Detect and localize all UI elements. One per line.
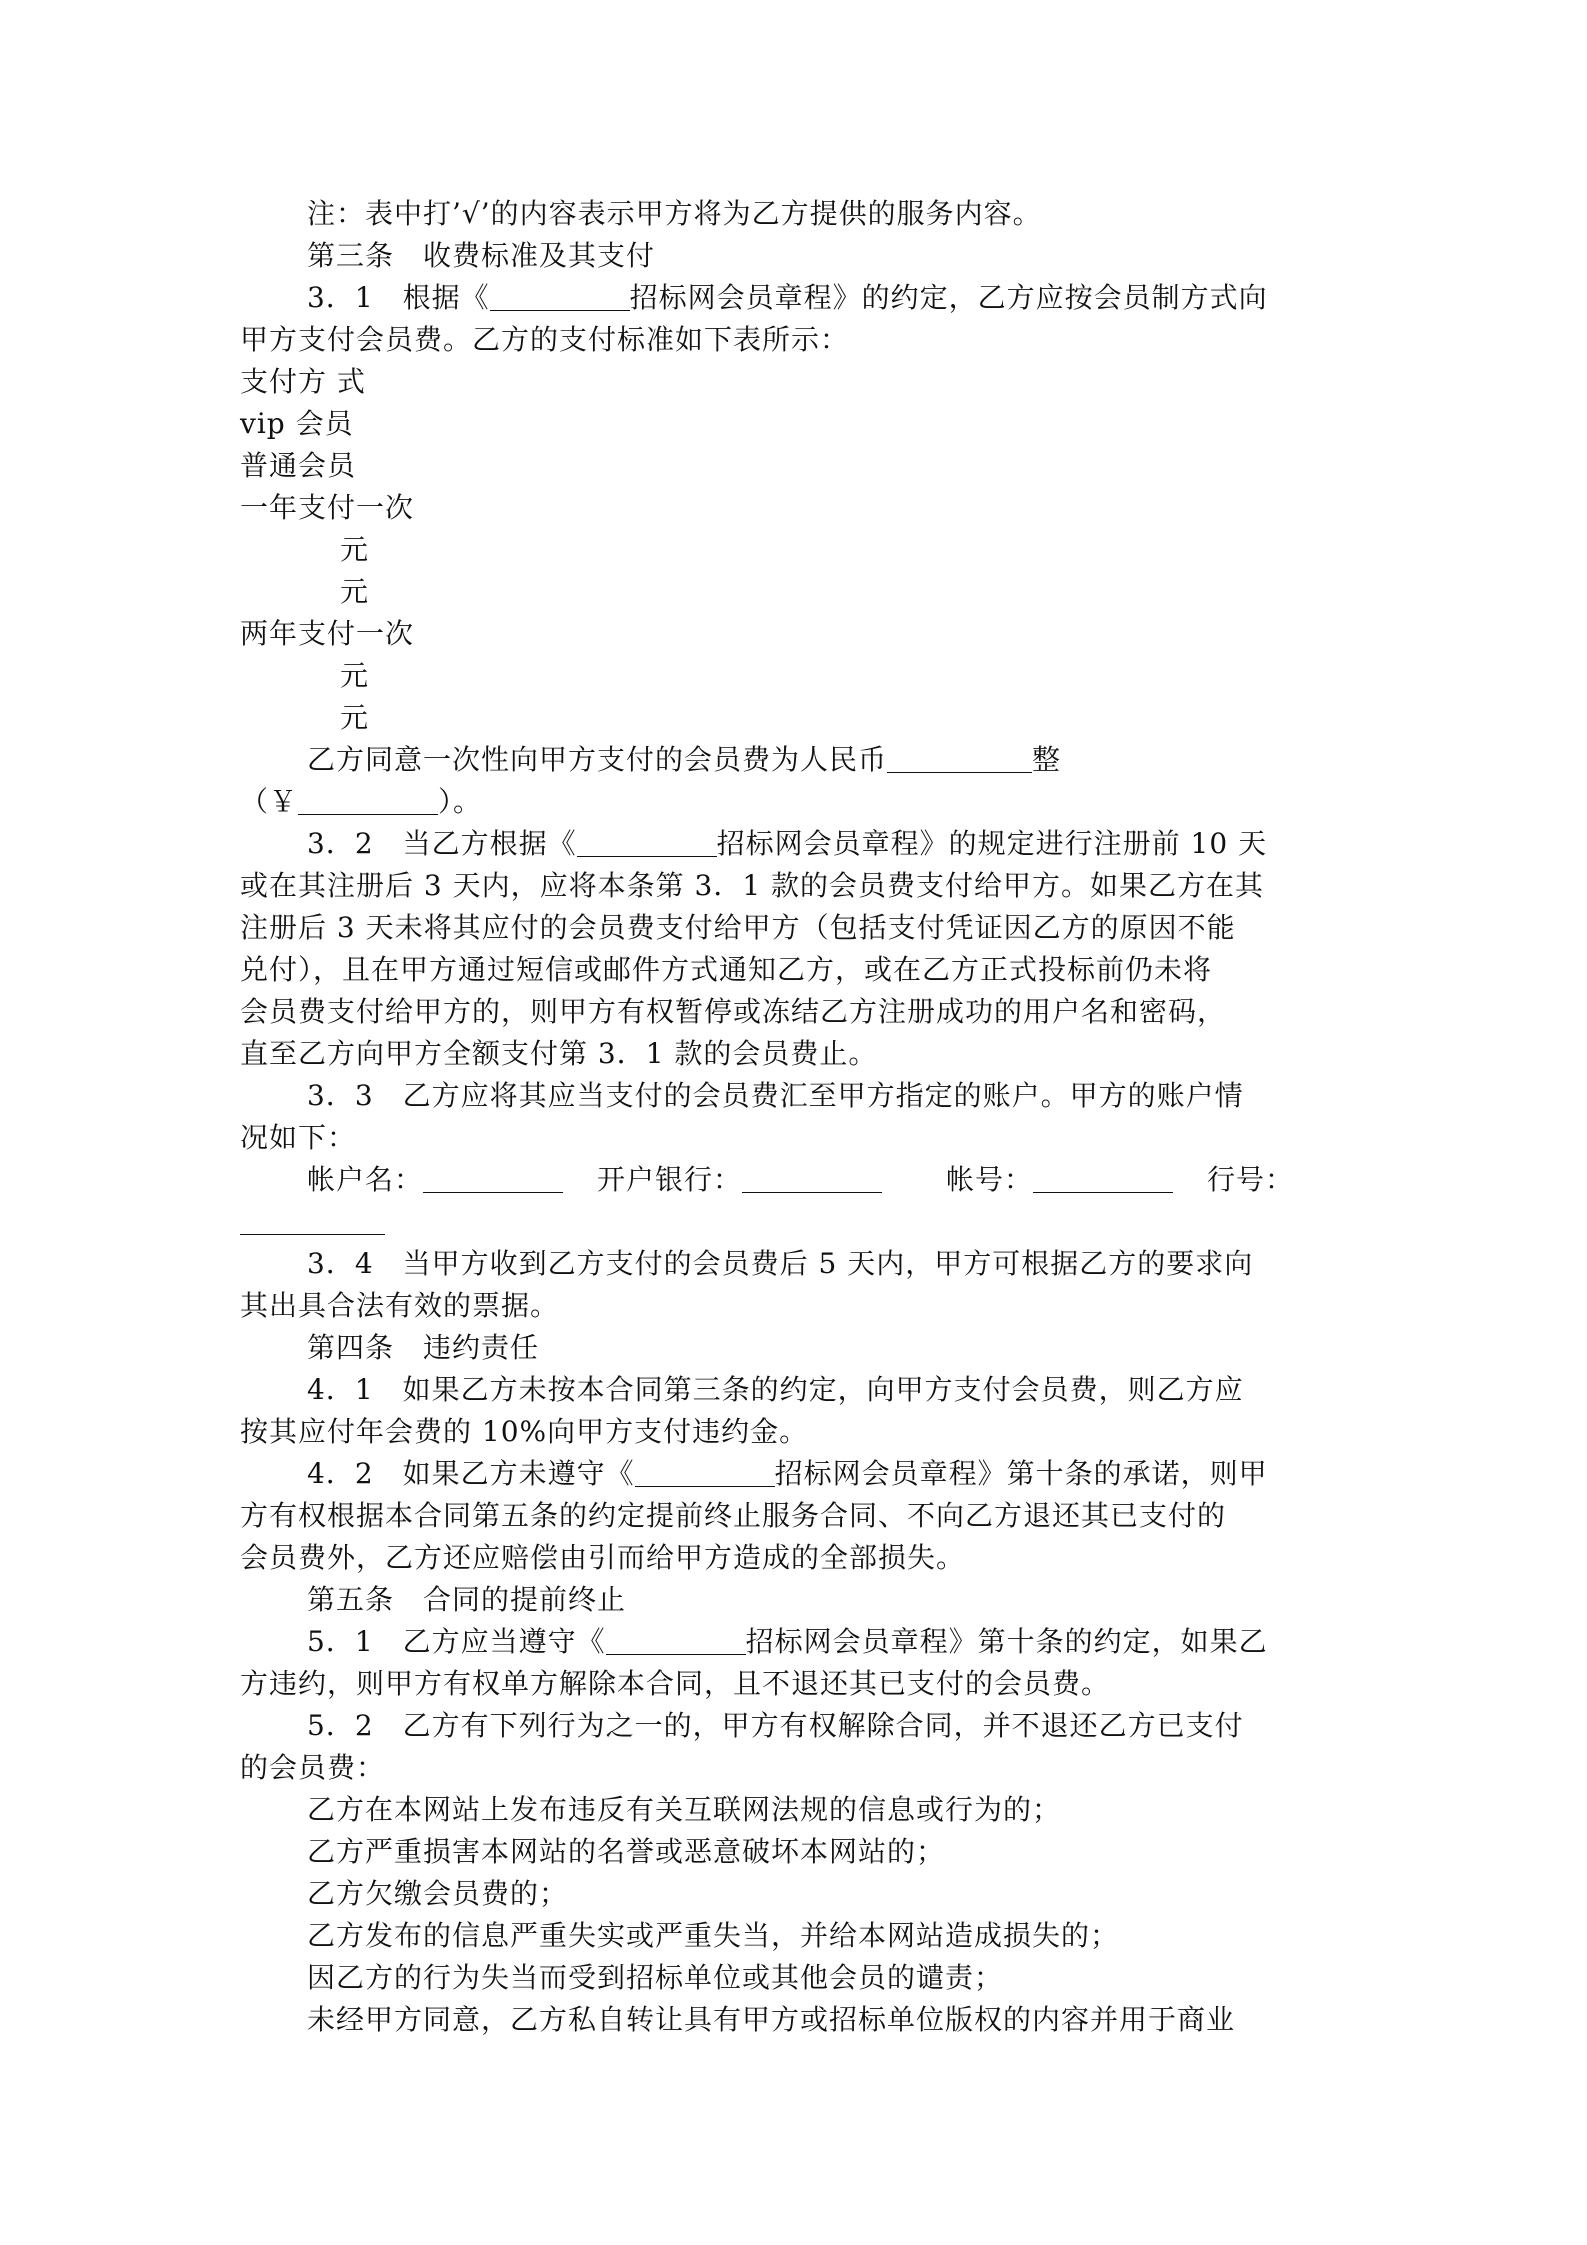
clause-5-2-line-1: 5．2 乙方有下列行为之一的，甲方有权解除合同，并不退还乙方已支付 bbox=[307, 1709, 1244, 1742]
table-yuan: 元 bbox=[340, 533, 370, 566]
list-item: 乙方发布的信息严重失实或严重失当，并给本网站造成损失的； bbox=[307, 1919, 1120, 1952]
table-vip: vip 会员 bbox=[240, 407, 354, 440]
blank-field bbox=[635, 1458, 775, 1487]
clause-3-3-line-2: 况如下： bbox=[240, 1121, 357, 1154]
clause-3-3-line-1: 3．3 乙方应将其应当支付的会员费汇至甲方指定的账户。甲方的账户情 bbox=[307, 1079, 1244, 1112]
clause-3-2-suffix: 招标网会员章程》的规定进行注册前 10 天 bbox=[716, 827, 1268, 860]
article-3-title: 第三条 收费标准及其支付 bbox=[307, 239, 656, 272]
clause-3-1-suffix: 招标网会员章程》的约定，乙方应按会员制方式向 bbox=[629, 281, 1268, 314]
list-item: 未经甲方同意，乙方私自转让具有甲方或招标单位版权的内容并用于商业 bbox=[307, 2003, 1236, 2036]
blank-field bbox=[742, 1164, 882, 1193]
blank-field bbox=[298, 786, 438, 815]
table-normal: 普通会员 bbox=[240, 449, 357, 482]
clause-5-1-line-2: 方违约，则甲方有权单方解除本合同，且不退还其已支付的会员费。 bbox=[240, 1667, 1111, 1700]
clause-4-2-line-1 bbox=[307, 1453, 1268, 1495]
account-line bbox=[307, 1159, 1294, 1201]
clause-4-2-suffix: 招标网会员章程》第十条的承诺，则甲 bbox=[774, 1457, 1268, 1490]
clause-5-1-line-1 bbox=[307, 1621, 1268, 1663]
table-one-year: 一年支付一次 bbox=[240, 491, 415, 524]
clause-5-1-suffix: 招标网会员章程》第十条的约定，如果乙 bbox=[745, 1625, 1268, 1658]
clause-3-2-line-5: 会员费支付给甲方的，则甲方有权暂停或冻结乙方注册成功的用户名和密码， bbox=[240, 995, 1227, 1028]
table-yuan: 元 bbox=[340, 701, 370, 734]
clause-4-1-line-2: 按其应付年会费的 10%向甲方支付违约金。 bbox=[240, 1415, 809, 1448]
list-item: 乙方严重损害本网站的名誉或恶意破坏本网站的； bbox=[307, 1835, 946, 1868]
clause-4-2-line-2: 方有权根据本合同第五条的约定提前终止服务合同、不向乙方退还其已支付的 bbox=[240, 1499, 1227, 1532]
clause-3-2-line-1 bbox=[307, 823, 1267, 865]
account-name-label: 帐户名： bbox=[307, 1163, 424, 1196]
article-5-title: 第五条 合同的提前终止 bbox=[307, 1583, 627, 1616]
article-4-title: 第四条 违约责任 bbox=[307, 1331, 540, 1364]
blank-field bbox=[1033, 1164, 1173, 1193]
account-code-label: 行号： bbox=[1207, 1163, 1295, 1196]
note-line: 注：表中打’√’的内容表示甲方将为乙方提供的服务内容。 bbox=[307, 197, 1042, 230]
table-header-pay: 支付方 式 bbox=[240, 365, 366, 398]
blank-field bbox=[490, 282, 630, 311]
agree-prefix: （￥ bbox=[240, 785, 299, 818]
blank-field bbox=[423, 1164, 563, 1193]
clause-3-1-line-1 bbox=[307, 277, 1268, 319]
blank-field bbox=[887, 744, 1032, 773]
account-line-2 bbox=[240, 1201, 385, 1243]
agree-line-1 bbox=[307, 739, 1061, 781]
blank-field bbox=[577, 828, 717, 857]
clause-3-1-line-2: 甲方支付会员费。乙方的支付标准如下表所示： bbox=[240, 323, 850, 356]
clause-4-1-line-1: 4．1 如果乙方未按本合同第三条的约定，向甲方支付会员费，则乙方应 bbox=[307, 1373, 1244, 1406]
clause-3-2-prefix: 3．2 当乙方根据《 bbox=[307, 827, 577, 860]
table-two-year: 两年支付一次 bbox=[240, 617, 415, 650]
account-no-label: 帐号： bbox=[946, 1163, 1034, 1196]
agree-line-2 bbox=[240, 781, 482, 823]
blank-field bbox=[240, 1206, 385, 1235]
clause-5-2-line-2: 的会员费： bbox=[240, 1751, 386, 1784]
account-bank-label: 开户银行： bbox=[597, 1163, 743, 1196]
agree-text: 乙方同意一次性向甲方支付的会员费为人民币 bbox=[307, 743, 888, 776]
clause-4-2-prefix: 4．2 如果乙方未遵守《 bbox=[307, 1457, 635, 1490]
clause-3-2-line-4: 兑付），且在甲方通过短信或邮件方式通知乙方，或在乙方正式投标前仍未将 bbox=[240, 953, 1213, 986]
clause-3-2-line-2: 或在其注册后 3 天内，应将本条第 3．1 款的会员费支付给甲方。如果乙方在其 bbox=[240, 869, 1265, 902]
clause-3-4-line-2: 其出具合法有效的票据。 bbox=[240, 1289, 560, 1322]
table-yuan: 元 bbox=[340, 659, 370, 692]
table-yuan: 元 bbox=[340, 575, 370, 608]
list-item: 乙方在本网站上发布违反有关互联网法规的信息或行为的； bbox=[307, 1793, 1062, 1826]
clause-3-4-line-1: 3．4 当甲方收到乙方支付的会员费后 5 天内，甲方可根据乙方的要求向 bbox=[307, 1247, 1254, 1280]
clause-3-2-line-6: 直至乙方向甲方全额支付第 3．1 款的会员费止。 bbox=[240, 1037, 878, 1070]
blank-field bbox=[606, 1626, 746, 1655]
agree-suffix: 整 bbox=[1032, 743, 1062, 776]
clause-5-1-prefix: 5．1 乙方应当遵守《 bbox=[307, 1625, 606, 1658]
clause-4-2-line-3: 会员费外，乙方还应赔偿由引而给甲方造成的全部损失。 bbox=[240, 1541, 966, 1574]
agree-close: ）。 bbox=[438, 785, 483, 818]
clause-3-1-prefix: 3．1 根据《 bbox=[307, 281, 490, 314]
clause-3-2-line-3: 注册后 3 天未将其应付的会员费支付给甲方（包括支付凭证因乙方的原因不能 bbox=[240, 911, 1236, 944]
list-item: 因乙方的行为失当而受到招标单位或其他会员的谴责； bbox=[307, 1961, 1004, 1994]
list-item: 乙方欠缴会员费的； bbox=[307, 1877, 569, 1910]
